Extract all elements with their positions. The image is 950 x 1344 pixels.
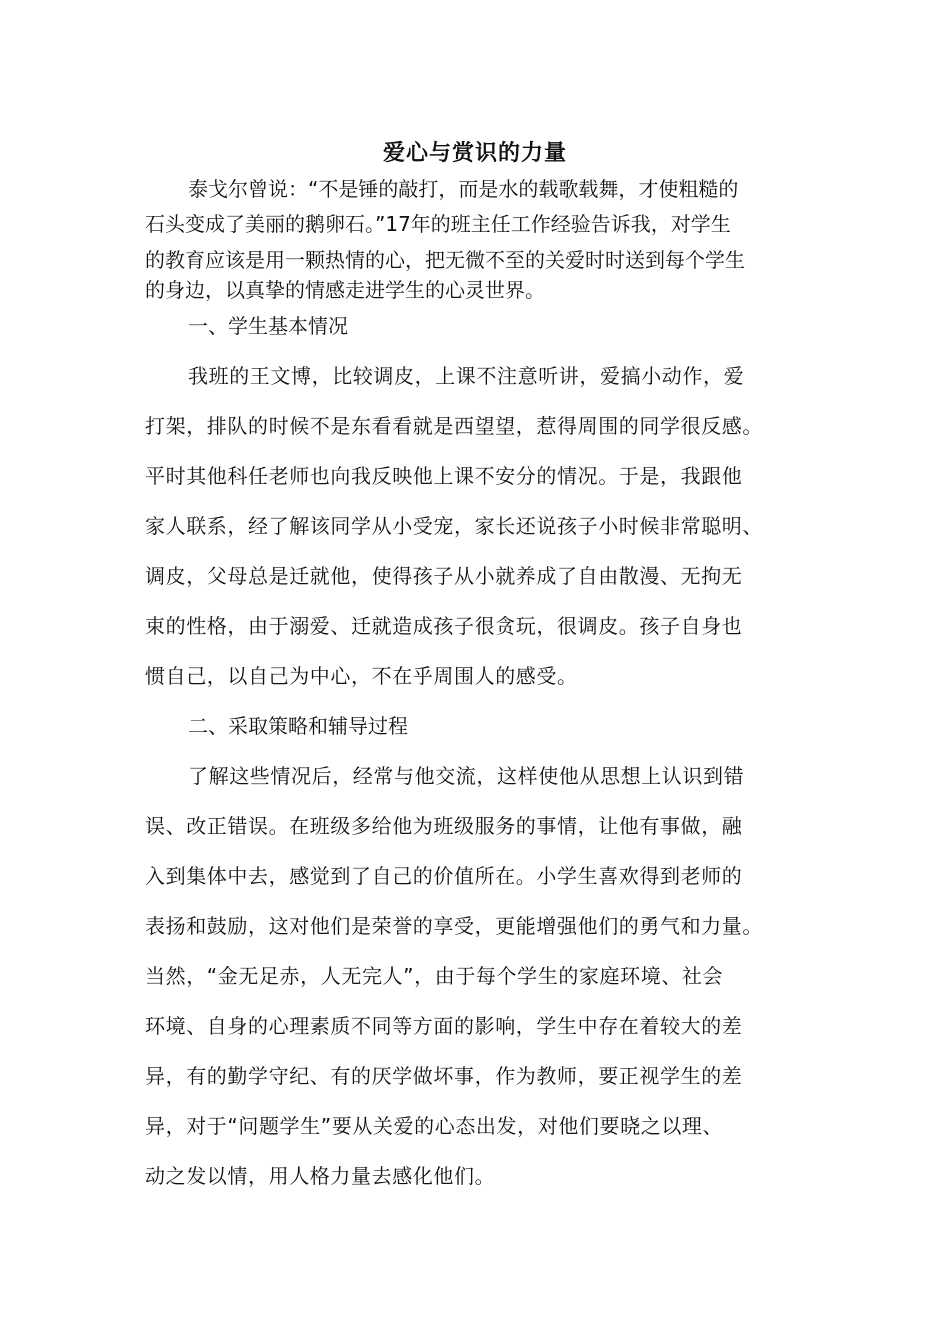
body-line: 惯自己，以自己为中心，不在乎周围人的感受。 [145,664,578,688]
body-line: 调皮，父母总是迁就他，使得孩子从小就养成了自由散漫、无拘无 [145,564,743,588]
body-line: 打架，排队的时候不是东看看就是西望望，惹得周围的同学很反感。 [145,414,763,438]
intro-line: 石头变成了美丽的鹅卵石。”17年的班主任工作经验告诉我，对学生 [145,212,731,236]
body-line: 我班的王文博，比较调皮，上课不注意听讲，爱搞小动作，爱 [188,364,745,388]
body-line: 异，对于“问题学生”要从关爱的心态出发，对他们要晓之以理、 [145,1114,724,1138]
intro-line: 的身边，以真挚的情感走进学生的心灵世界。 [145,278,545,302]
body-line: 平时其他科任老师也向我反映他上课不安分的情况。于是，我跟他 [145,464,743,488]
body-line: 入到集体中去，感觉到了自己的价值所在。小学生喜欢得到老师的 [145,864,743,888]
section-heading: 二、采取策略和辅导过程 [188,714,408,738]
body-line: 家人联系，经了解该同学从小受宠，家长还说孩子小时候非常聪明、 [145,514,763,538]
intro-line: 的教育应该是用一颗热情的心，把无微不至的关爱时时送到每个学生 [145,248,745,272]
body-line: 当然，“金无足赤，人无完人”，由于每个学生的家庭环境、社会 [145,964,724,988]
body-line: 动之发以情，用人格力量去感化他们。 [145,1164,496,1188]
document-title: 爱心与赏识的力量 [382,141,567,166]
body-line: 误、改正错误。在班级多给他为班级服务的事情，让他有事做，融 [145,814,743,838]
section-heading: 一、学生基本情况 [188,314,348,338]
body-line: 异，有的勤学守纪、有的厌学做坏事，作为教师，要正视学生的差 [145,1064,743,1088]
body-line: 束的性格，由于溺爱、迁就造成孩子很贪玩，很调皮。孩子自身也 [145,614,743,638]
body-line: 了解这些情况后，经常与他交流，这样使他从思想上认识到错 [188,764,745,788]
intro-line: 泰戈尔曾说：“不是锤的敲打，而是水的载歌载舞，才使粗糙的 [188,177,739,201]
body-line: 环境、自身的心理素质不同等方面的影响，学生中存在着较大的差 [145,1014,743,1038]
body-line: 表扬和鼓励，这对他们是荣誉的享受，更能增强他们的勇气和力量。 [145,914,763,938]
